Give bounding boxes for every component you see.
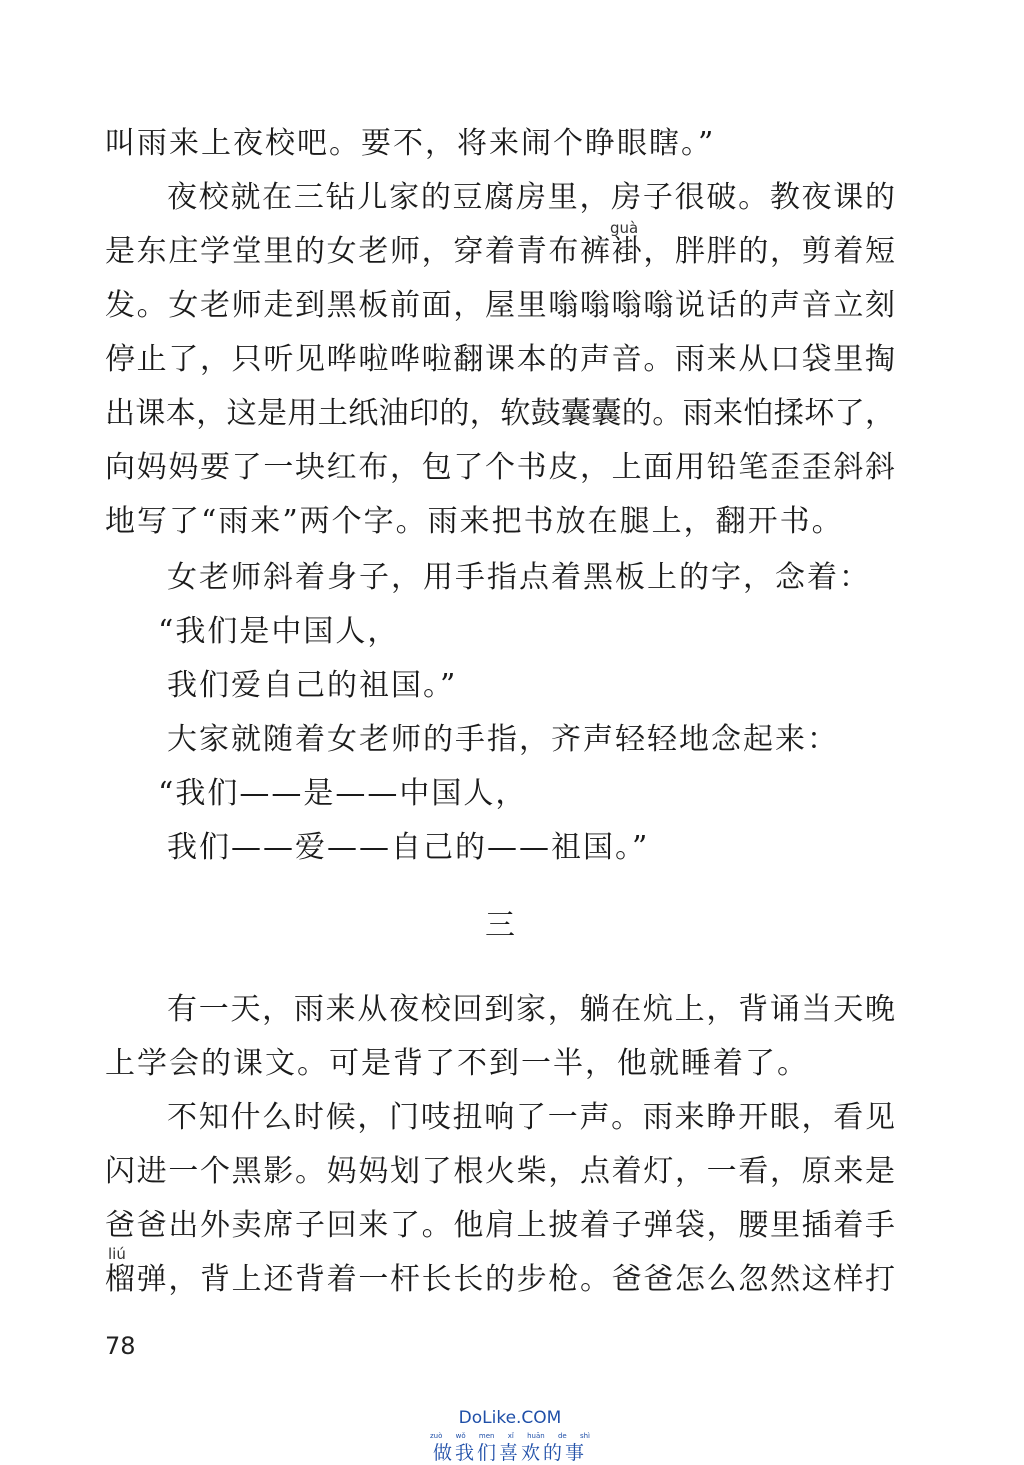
- text-line-13: “我们——是——中国人，: [158, 776, 528, 811]
- watermark-pinyin-syllable: de: [557, 1432, 567, 1440]
- pinyin-liu: liú: [108, 1245, 126, 1263]
- watermark-slogan: 做我们喜欢的事: [432, 1442, 587, 1464]
- text-line-10: “我们是中国人，: [158, 614, 400, 649]
- pinyin-gua: guà: [610, 219, 639, 237]
- watermark-pinyin-syllable: shì: [579, 1432, 590, 1440]
- text-line-15: 有一天，雨来从夜校回到家，躺在炕上，背诵当天晚: [167, 992, 895, 1027]
- text-line-3: 是东庄学堂里的女老师，穿着青布裤褂，胖胖的，剪着短: [105, 234, 895, 269]
- text-line-11: 我们爱自己的祖国。”: [167, 668, 458, 703]
- text-line-20: 榴弹，背上还背着一杆长长的步枪。爸爸怎么忽然这样打: [105, 1262, 895, 1297]
- text-line-5: 停止了，只听见哗啦哗啦翻课本的声音。雨来从口袋里掏: [105, 342, 895, 377]
- watermark-pinyin-syllable: men: [478, 1432, 495, 1440]
- text-line-16: 上学会的课文。可是背了不到一半，他就睡着了。: [105, 1046, 809, 1081]
- text-line-17: 不知什么时候，门吱扭响了一声。雨来睁开眼，看见: [167, 1100, 895, 1135]
- text-line-4: 发。女老师走到黑板前面，屋里嗡嗡嗡嗡说话的声音立刻: [105, 288, 895, 323]
- watermark-logo: DoLike.COM: [458, 1408, 562, 1428]
- section-heading: 三: [485, 908, 515, 943]
- text-line-2: 夜校就在三钻儿家的豆腐房里，房子很破。教夜课的: [167, 180, 895, 215]
- text-line-12: 大家就随着女老师的手指，齐声轻轻地念起来：: [167, 722, 839, 757]
- page-number: 78: [105, 1332, 136, 1360]
- text-line-1: 叫雨来上夜校吧。要不，将来闹个睁眼瞎。”: [105, 126, 716, 161]
- watermark-pinyin-syllable: wǒ: [455, 1432, 466, 1440]
- text-line-9: 女老师斜着身子，用手指点着黑板上的字，念着：: [167, 560, 871, 595]
- text-line-6: 出课本，这是用土纸油印的，软鼓囊囊的。雨来怕揉坏了，: [105, 396, 895, 431]
- watermark-pinyin-syllable: xǐ: [507, 1432, 514, 1440]
- text-line-19: 爸爸出外卖席子回来了。他肩上披着子弹袋，腰里插着手: [105, 1208, 895, 1243]
- text-line-14: 我们——爱——自己的——祖国。”: [167, 830, 650, 865]
- text-line-18: 闪进一个黑影。妈妈划了根火柴，点着灯，一看，原来是: [105, 1154, 895, 1189]
- text-line-7: 向妈妈要了一块红布，包了个书皮，上面用铅笔歪歪斜斜: [105, 450, 895, 485]
- text-line-8: 地写了“雨来”两个字。雨来把书放在腿上，翻开书。: [105, 504, 844, 539]
- watermark-pinyin-syllable: zuò: [430, 1432, 443, 1440]
- watermark-pinyin-syllable: huān: [527, 1432, 545, 1440]
